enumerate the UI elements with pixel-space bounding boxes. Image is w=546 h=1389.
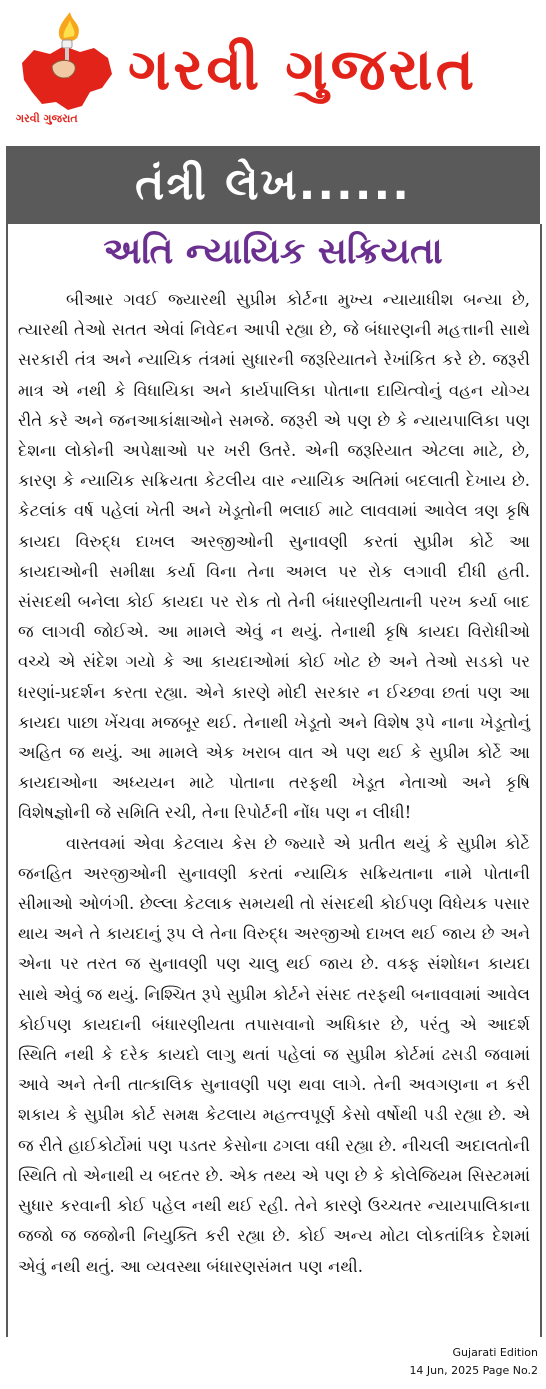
article-paragraph: વાસ્તવમાં એવા કેટલાય કેસ છે જ્યારે એ પ્રતીત થયું કે સુપ્રીમ કોર્ટે જનહિત અરજીઓની સુનાવણી કરતાં ન્યાયિક સક્રિયતાના નામે પોતાની સીમાઓ ઓળંગી. છેલ્લા કેટલાક સમયથી તો સંસદથી કોઈપણ વિધેયક પસાર થાય અને તે કાયદાનું રૂપ લે તેના વિરુદ્ધ અરજીઓ દાખલ થઈ જાય છે અને એના પર તરત જ સુનાવણી પણ ચાલુ થઈ જાય છે. વક્ફ સંશોધન કાયદા સાથે એવું જ થયું. નિશ્ચિત રૂપે સુપ્રીમ કોર્ટને સંસદ તરફથી બનાવવામાં આવેલ કોઈપણ કાયદાની બંધારણીયતા તપાસવાનો અધિકાર છે, પરંતુ એ આદર્શ સ્થિતિ નથી કે દરેક કાયદો લાગુ થતાં પહેલાં જ સુપ્રીમ કોર્ટમાં ઢસડી જવામાં આવે અને તેની તાત્કાલિક સુનાવણી પણ થવા લાગે. તેની અવગણના ન કરી શકાય કે સુપ્રીમ કોર્ટ સમક્ષ કેટલાય મહત્ત્વપૂર્ણ કેસો વર્ષોથી પડી રહ્યા છે. એ જ રીતે હાઈકોર્ટોમાં પણ પડતર કેસોના ઢગલા વધી રહ્યા છે. નીચલી અદાલતોની સ્થિતિ તો એનાથી ય બદતર છે. એક તથ્ય એ પણ છે કે કોલેજિયમ સિસ્ટમમાં સુધાર કરવાની કોઈ પહેલ નથી થઈ રહી. તેને કારણે ઉચ્ચતર ન્યાયપાલિકાના જજો જ જજોની નિયુક્તિ કરી રહ્યા છે. કોઈ અન્ય મોટા લોકતાંત્રિક દેશમાં એવું નથી થતું. આ વ્યવસ્થા બંધારણસંમત પણ નથી. — [18, 833, 530, 1276]
section-title: તંત્રી લેખ...... — [135, 159, 411, 210]
article-headline: અતિ ન્યાયિક સક્રિયતા — [103, 231, 443, 272]
section-banner — [6, 146, 540, 224]
article-body — [18, 285, 530, 1282]
edition-label: Gujarati Edition — [452, 1346, 538, 1359]
brand-name: ગરવી ગુજરાત — [128, 35, 478, 103]
date-page-label: 14 Jun, 2025 Page No.2 — [409, 1364, 538, 1377]
article-paragraph: બીઆર ગવઈ જ્યારથી સુપ્રીમ કોર્ટના મુખ્ય ન્યાયાધીશ બન્યા છે, ત્યારથી તેઓ સતત એવાં નિવેદન આપી રહ્યા છે, જે બંધારણની મહત્તાની સાથે સરકારી તંત્ર અને ન્યાયિક તંત્રમાં સુધારની જરૂરિયાતને રેખાંકિત કરે છે. જરૂરી માત્ર એ નથી કે વિધાયિકા અને કાર્યપાલિકા પોતાના દાયિત્વોનું વહન યોગ્ય રીતે કરે અને જનઆકાંક્ષાઓને સમજે. જરૂરી એ પણ છે કે ન્યાયપાલિકા પણ દેશના લોકોની અપેક્ષાઓ પર ખરી ઉતરે. એની જરૂરિયાત એટલા માટે, છે, કારણ કે ન્યાયિક સક્રિયતા કેટલીય વાર ન્યાયિક અતિમાં બદલાતી દેખાય છે. કેટલાંક વર્ષ પહેલાં ખેતી અને ખેડૂતોની ભલાઈ માટે લાવવામાં આવેલ ત્રણ કૃષિ કાયદા વિરુદ્ધ દાખલ અરજીઓની સુનાવણી કરતાં સુપ્રીમ કોર્ટે આ કાયદાઓની સમીક્ષા કર્યા વિના તેના અમલ પર રોક લગાવી દીધી હતી. સંસદથી બનેલા કોઈ કાયદા પર રોક તો તેની બંધારણીયતાની પરખ કર્યા બાદ જ લાગવી જોઈએ. આ મામલે એવું ન થયું. તેનાથી કૃષિ કાયદા વિરોધીઓ વચ્ચે એ સંદેશ ગયો કે આ કાયદાઓમાં કોઈ ખોટ છે અને તેઓ સડકો પર ધરણાં-પ્રદર્શન કરતા રહ્યા. એને કારણે મોદી સરકાર ન ઈચ્છવા છતાં પણ આ કાયદા પાછા ખેંચવા મજબૂર થઈ. તેનાથી ખેડૂતો અને વિશેષ રૂપે નાના ખેડૂતોનું અહિત જ થયું. આ મામલે એક ખરાબ વાત એ પણ થઈ કે સુપ્રીમ કોર્ટે આ કાયદાઓના અધ્યયન માટે પોતાના તરફથી ખેડૂત નેતાઓ અને કૃષિ વિશેષજ્ઞોની જે સમિતિ રચી, તેના રિપોર્ટની નોંધ પણ ન લીધી! — [18, 290, 530, 823]
edition-info — [409, 1344, 538, 1380]
logo-caption: ગરવી ગુજરાત — [16, 112, 78, 125]
masthead — [0, 0, 546, 140]
